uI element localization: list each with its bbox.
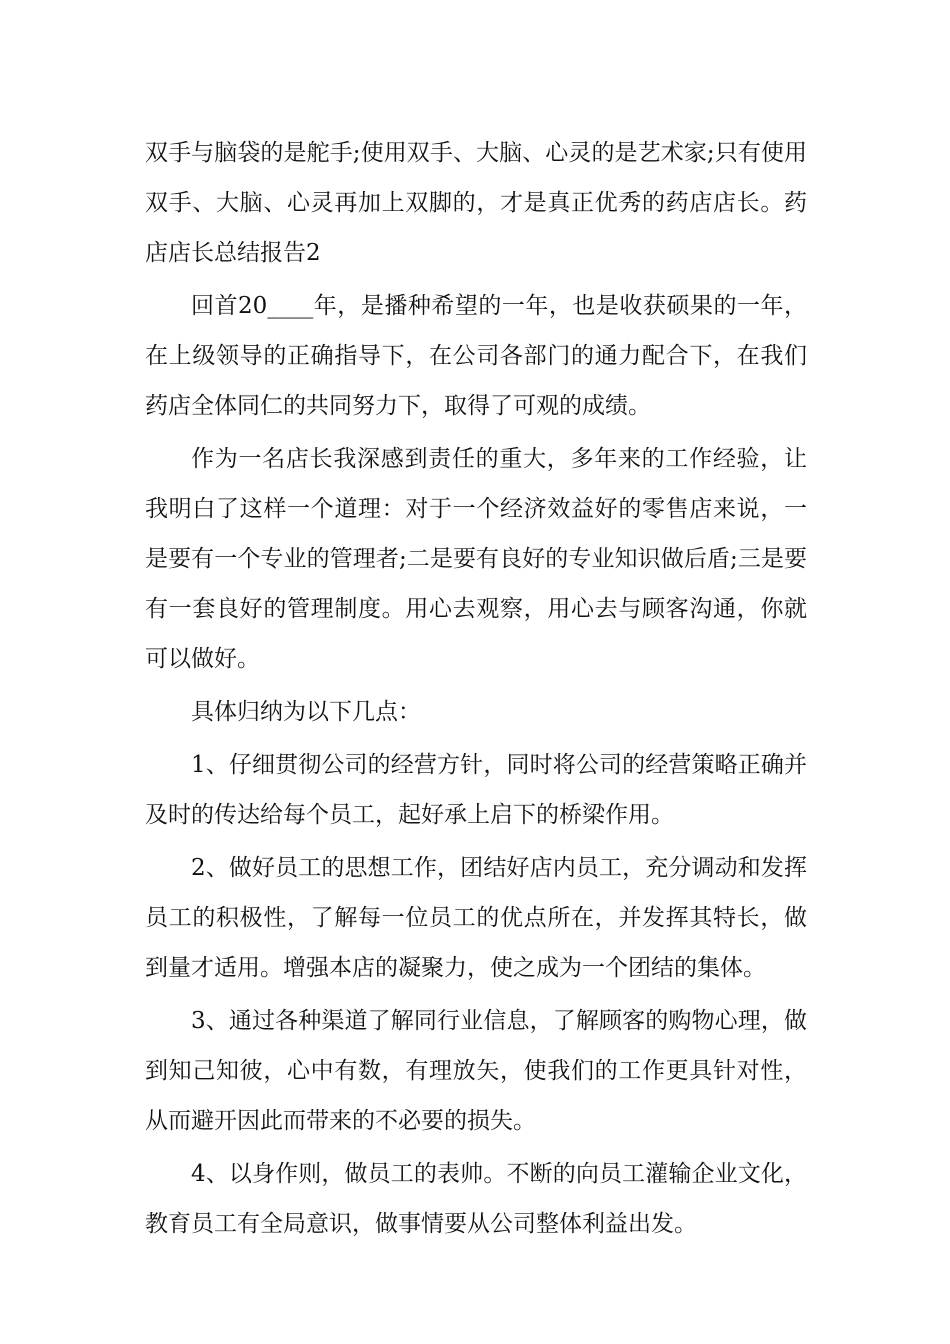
paragraph-review-year: 回首20____年，是播种希望的一年，也是收获硕果的一年，在上级领导的正确指导下，在公司各部门的通力配合下，在我们药店全体同仁的共同努力下，取得了可观的成绩。	[145, 293, 807, 419]
paragraph-manager-responsibility: 作为一名店长我深感到责任的重大，多年来的工作经验，让我明白了这样一个道理：对于一个经济效益好的零售店来说，一是要有一个专业的管理者;二是要有良好的专业知识做后盾;三是要有一套良好的管理制度。用心去观察，用心去与顾客沟通，你就可以做好。	[145, 446, 807, 672]
paragraph-summary-intro: 具体归纳为以下几点：	[191, 699, 421, 725]
paragraph-point-1: 1、仔细贯彻公司的经营方针，同时将公司的经营策略正确并及时的传达给每个员工，起好承上启下的桥梁作用。	[145, 752, 807, 828]
paragraph-intro-continuation: 双手与脑袋的是舵手;使用双手、大脑、心灵的是艺术家;只有使用双手、大脑、心灵再加上双脚的，才是真正优秀的药店店长。药店店长总结报告2	[145, 140, 807, 266]
document-body	[145, 128, 807, 1249]
paragraph-point-2: 2、做好员工的思想工作，团结好店内员工，充分调动和发挥员工的积极性，了解每一位员工的优点所在，并发挥其特长，做到量才适用。增强本店的凝聚力，使之成为一个团结的集体。	[145, 855, 807, 981]
paragraph-point-3: 3、通过各种渠道了解同行业信息，了解顾客的购物心理，做到知己知彼，心中有数，有理放矢，使我们的工作更具针对性，从而避开因此而带来的不必要的损失。	[145, 1008, 807, 1134]
paragraph-point-4: 4、以身作则，做员工的表帅。不断的向员工灌输企业文化，教育员工有全局意识，做事情要从公司整体利益出发。	[145, 1161, 807, 1237]
